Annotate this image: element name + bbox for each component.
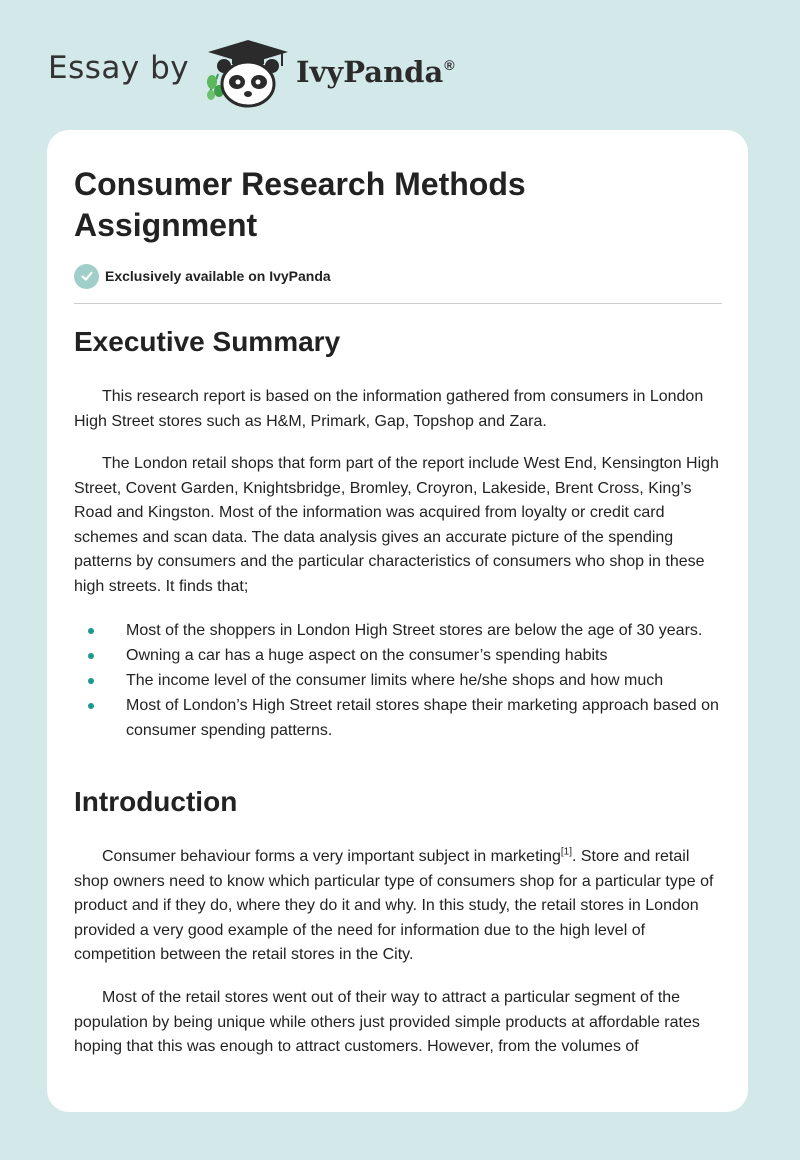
list-item: The income level of the consumer limits where he/she shops and how much [74,668,724,693]
list-item: Most of London’s High Street retail stores shape their marketing approach based on consumer spending patterns. [74,693,724,743]
list-item: Most of the shoppers in London High Street stores are below the age of 30 years. [74,618,724,643]
list-item: Owning a car has a huge aspect on the consumer’s spending habits [74,643,724,668]
paragraph: Most of the retail stores went out of their way to attract a particular segment of the population by being unique while others just provided simple products at affordable rates hoping that this was enough to attract customers. However, from the volumes of [74,989,700,1056]
paragraph: Consumer behaviour forms a very important subject in marketing[1]. Store and retail shop owners need to know which particular type of consumers shop for a particular type of product and if they do, where they do it and why. In this study, the retail stores in London provided a very good example of the need for information due to the high level of competition between the retail stores in the City. [74,846,714,964]
bullet-icon [88,678,94,684]
brand-name[interactable]: IvyPanda® [296,55,455,89]
findings-list [74,618,724,743]
exclusive-badge [74,262,331,290]
bullet-icon [88,628,94,634]
bullet-icon [88,653,94,659]
site-header [0,0,800,120]
ivypanda-logo-icon[interactable] [202,38,294,108]
section-heading-introduction: Introduction [74,786,238,817]
paragraph: This research report is based on the information gathered from consumers in London High Street stores such as H&M, Primark, Gap, Topshop and Zara. [74,388,704,430]
paragraph: The London retail shops that form part of the report include West End, Kensington High Street, Covent Garden, Knightsbridge, Bromley, Croyron, Lakeside, Brent Cross, King’s Road and Kingston. Most of the information was acquired from loyalty or credit card schemes and scan data. The data analysis gives an accurate picture of the spending patterns by consumers and the particular characteristics of consumers who shop in these high streets. It finds that; [74,455,719,595]
essay-by-label: Essay by [48,50,190,86]
bullet-icon [88,703,94,709]
section-heading-executive-summary: Executive Summary [74,326,341,357]
divider [74,303,722,304]
essay-title: Consumer Research Methods Assignment [74,166,526,243]
essay-card [47,130,748,1112]
footnote-reference[interactable]: [1] [560,846,572,858]
check-icon [74,264,99,289]
registered-mark: ® [444,57,455,73]
exclusive-label: Exclusively available on IvyPanda [105,268,331,284]
